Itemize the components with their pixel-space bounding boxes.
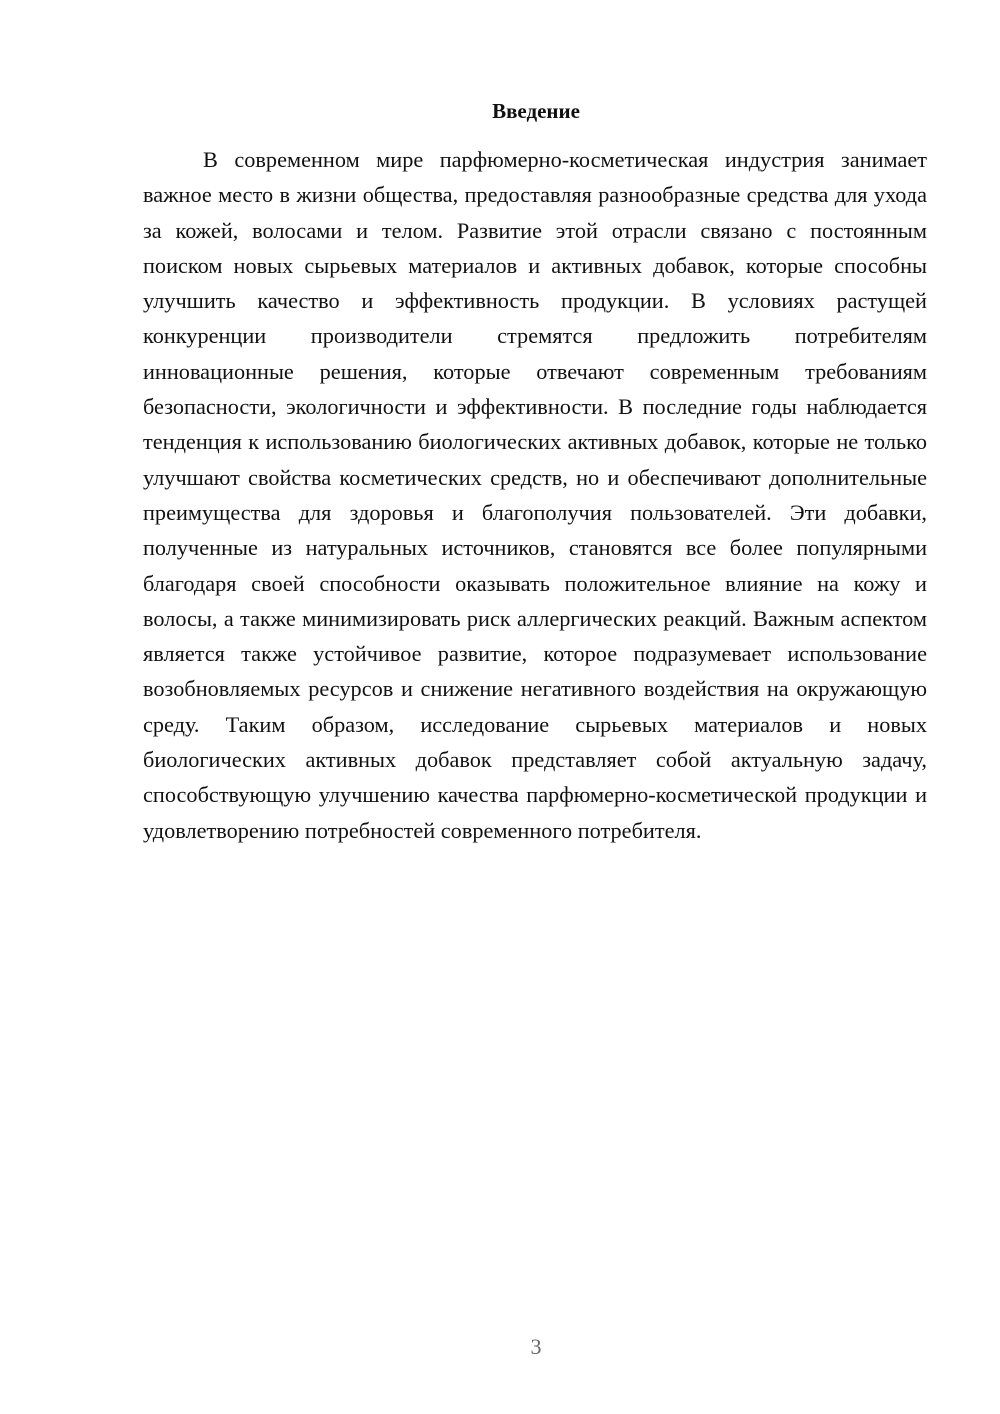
page-number: 3: [530, 1334, 542, 1359]
section-heading: Введение: [492, 99, 580, 123]
body-paragraph: В современном мире парфюмерно-косметическая индустрия занимает важное место в жизни общества, предоставляя разнообразные средства для ухода за кожей, волосами и телом. Развитие этой отрасли связано с постоянным поиском новых сырьевых материалов и активных добавок, которые способны улучшить качество и эффективность продукции. В условиях растущей конкуренции производители стремятся предложить потребителям инновационные решения, которые отвечают современным требованиям безопасности, экологичности и эффективности. В последние годы наблюдается тенденция к использованию биологических активных добавок, которые не только улучшают свойства косметических средств, но и обеспечивают дополнительные преимущества для здоровья и благополучия пользователей. Эти добавки, полученные из натуральных источников, становятся все более популярными благодаря своей способности оказывать положительное влияние на кожу и волосы, а также минимизировать риск аллергических реакций. Важным аспектом является также устойчивое развитие, которое подразумевает использование возобновляемых ресурсов и снижение негативного воздействия на окружающую среду. Таким образом, исследование сырьевых материалов и новых биологических активных добавок представляет собой актуальную задачу, способствующую улучшению качества парфюмерно-косметической продукции и удовлетворению потребностей современного потребителя.: [143, 147, 927, 843]
